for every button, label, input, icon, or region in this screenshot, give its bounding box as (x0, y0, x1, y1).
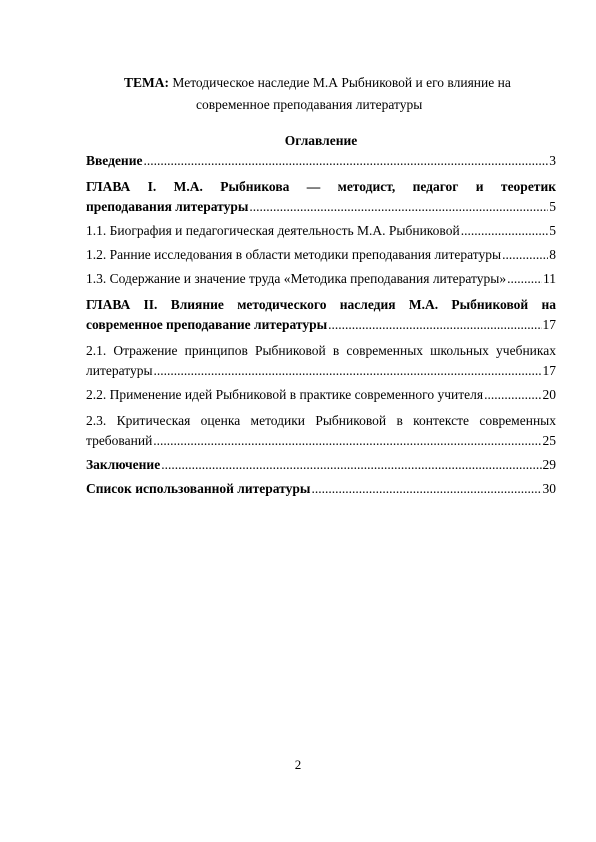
toc-entry (86, 456, 556, 474)
toc-entry (86, 176, 556, 216)
toc-entry-page: 29 (542, 457, 556, 472)
toc-dot-leader (143, 152, 548, 170)
toc-entry (86, 410, 556, 450)
toc-dot-leader (507, 270, 542, 288)
toc-entry (86, 340, 556, 380)
toc-title: Оглавление (284, 133, 358, 148)
toc-entry-line (86, 246, 556, 264)
toc-entry-label: 1.2. Ранние исследования в области методики преподавания литературы (86, 247, 502, 262)
toc-entry-label: 1.1. Биография и педагогическая деятельность М.А. Рыбниковой (86, 223, 460, 238)
toc-entry-page: 25 (542, 433, 556, 448)
toc-entry (86, 386, 556, 404)
topic-label: ТЕМА: (124, 75, 169, 90)
toc-entry-label: Список использованной литературы (86, 481, 311, 496)
toc-entry-first-line: 2.1. Отражение принципов Рыбниковой в современных школьных учебниках (86, 343, 556, 358)
toc-dot-leader (311, 480, 541, 498)
toc-entry-first-line: ГЛАВА II. Влияние методического наследия М.А. Рыбниковой на (86, 297, 556, 312)
toc-entry-page: 30 (542, 481, 556, 496)
toc-entry-label: 1.3. Содержание и значение труда «Методика преподавания литературы» (86, 271, 507, 286)
toc-dot-leader (461, 222, 549, 240)
toc-entry-line (86, 222, 556, 240)
toc-entry-label: преподавания литературы (86, 199, 249, 214)
toc-entry (86, 270, 556, 288)
toc-dot-leader (161, 456, 541, 474)
toc-entry-line (86, 456, 556, 474)
toc-entry-page: 3 (549, 153, 556, 168)
toc-entry (86, 480, 556, 498)
toc-dot-leader (328, 316, 541, 334)
toc-entry (86, 152, 556, 170)
page-number: 2 (294, 757, 302, 772)
toc-entry-page: 17 (542, 317, 556, 332)
topic-heading (86, 72, 556, 116)
toc-entry-line (86, 362, 556, 380)
table-of-contents (86, 152, 556, 498)
toc-entry-line (86, 198, 556, 216)
toc-entry-line (86, 316, 556, 334)
toc-dot-leader (484, 386, 541, 404)
toc-entry-line (86, 480, 556, 498)
toc-entry-label: требований (86, 433, 153, 448)
toc-entry-first-line: 2.3. Критическая оценка методики Рыбниковой в контексте современных (86, 413, 556, 428)
toc-entry-line (86, 386, 556, 404)
toc-dot-leader (502, 246, 548, 264)
toc-entry-page: 5 (549, 199, 556, 214)
toc-dot-leader (153, 432, 541, 450)
toc-entry (86, 222, 556, 240)
toc-entry-line (86, 432, 556, 450)
toc-entry-line (86, 152, 556, 170)
toc-entry-page: 8 (549, 247, 556, 262)
toc-entry-page: 17 (542, 363, 556, 378)
toc-entry (86, 294, 556, 334)
topic-text-1: Методическое наследие М.А Рыбниковой и его влияние на (169, 75, 511, 90)
toc-entry-line (86, 270, 556, 288)
topic-line-2: современное преподавания литературы (196, 97, 423, 112)
toc-entry-label: Введение (86, 153, 143, 168)
toc-entry-page: 20 (542, 387, 556, 402)
toc-entry-label: 2.2. Применение идей Рыбниковой в практике современного учителя (86, 387, 484, 402)
toc-entry-label: Заключение (86, 457, 161, 472)
toc-dot-leader (154, 362, 542, 380)
toc-entry-label: литературы (86, 363, 153, 378)
toc-entry-page: 11 (543, 271, 556, 286)
toc-entry (86, 246, 556, 264)
toc-entry-page: 5 (549, 223, 556, 238)
topic-line-1 (86, 72, 556, 94)
toc-entry-label: современное преподавание литературы (86, 317, 328, 332)
toc-entry-first-line: ГЛАВА I. М.А. Рыбникова — методист, педагог и теоретик (86, 179, 556, 194)
toc-dot-leader (249, 198, 548, 216)
